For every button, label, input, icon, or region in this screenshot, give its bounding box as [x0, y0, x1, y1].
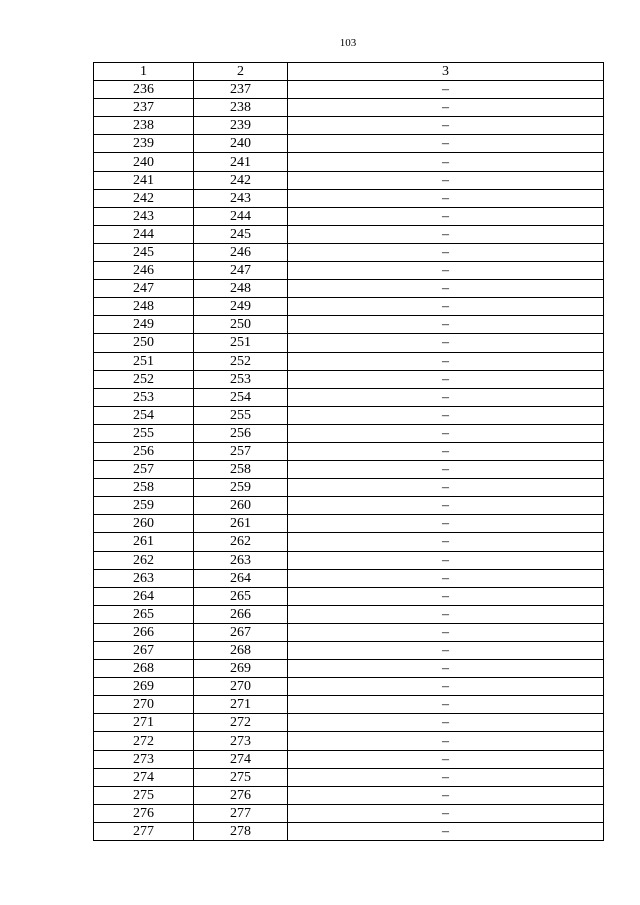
table-cell: 255 — [194, 406, 288, 424]
table-cell: 250 — [194, 316, 288, 334]
table-row — [94, 243, 604, 261]
table-cell: – — [288, 714, 604, 732]
table-cell: 267 — [194, 623, 288, 641]
table-cell: 243 — [94, 207, 194, 225]
table-row — [94, 280, 604, 298]
table-cell: 273 — [94, 750, 194, 768]
table-cell: 269 — [94, 678, 194, 696]
table-cell: – — [288, 479, 604, 497]
table-cell: 263 — [94, 569, 194, 587]
table-row — [94, 750, 604, 768]
table-row — [94, 370, 604, 388]
table-row — [94, 225, 604, 243]
table-cell: 238 — [94, 117, 194, 135]
table-cell: – — [288, 768, 604, 786]
column-header: 1 — [94, 63, 194, 81]
table-row — [94, 605, 604, 623]
table-cell: – — [288, 804, 604, 822]
table-row — [94, 99, 604, 117]
table-row — [94, 207, 604, 225]
table-row — [94, 587, 604, 605]
table-row — [94, 461, 604, 479]
table-cell: 263 — [194, 551, 288, 569]
table-row — [94, 424, 604, 442]
table-row — [94, 497, 604, 515]
table-cell: – — [288, 533, 604, 551]
table-cell: 244 — [194, 207, 288, 225]
table-row — [94, 298, 604, 316]
table-row — [94, 786, 604, 804]
table-cell: 240 — [94, 153, 194, 171]
table-cell: – — [288, 587, 604, 605]
table-cell: – — [288, 99, 604, 117]
table-cell: 274 — [94, 768, 194, 786]
table-cell: 240 — [194, 135, 288, 153]
table-cell: 260 — [94, 515, 194, 533]
table-cell: – — [288, 406, 604, 424]
table-cell: 259 — [194, 479, 288, 497]
table-cell: 252 — [194, 352, 288, 370]
page-number: 103 — [339, 37, 357, 49]
table-cell: – — [288, 822, 604, 840]
table-cell: 269 — [194, 660, 288, 678]
table-cell: – — [288, 442, 604, 460]
table-row — [94, 714, 604, 732]
table-cell: 253 — [194, 370, 288, 388]
table-cell: – — [288, 732, 604, 750]
table-cell: 272 — [94, 732, 194, 750]
table-row — [94, 334, 604, 352]
table-cell: 277 — [194, 804, 288, 822]
table-cell: 246 — [194, 243, 288, 261]
table-row — [94, 189, 604, 207]
table-cell: 250 — [94, 334, 194, 352]
table-cell: – — [288, 207, 604, 225]
table-cell: – — [288, 569, 604, 587]
table-cell: 268 — [94, 660, 194, 678]
table-cell: 268 — [194, 642, 288, 660]
table-cell: 277 — [94, 822, 194, 840]
table-cell: 258 — [94, 479, 194, 497]
table-cell: 258 — [194, 461, 288, 479]
table-cell: – — [288, 81, 604, 99]
table-cell: 245 — [194, 225, 288, 243]
table-cell: – — [288, 352, 604, 370]
table-cell: 273 — [194, 732, 288, 750]
table-cell: 270 — [194, 678, 288, 696]
table-cell: 265 — [194, 587, 288, 605]
table-cell: – — [288, 153, 604, 171]
table-cell: – — [288, 388, 604, 406]
table-row — [94, 316, 604, 334]
table-cell: – — [288, 461, 604, 479]
table-cell: 245 — [94, 243, 194, 261]
table-cell: 267 — [94, 642, 194, 660]
table-row — [94, 352, 604, 370]
table-header-row — [94, 63, 604, 81]
table-cell: – — [288, 334, 604, 352]
table-cell: 241 — [94, 171, 194, 189]
table-cell: 261 — [194, 515, 288, 533]
table-row — [94, 569, 604, 587]
table-cell: 262 — [94, 551, 194, 569]
table-cell: 247 — [94, 280, 194, 298]
table-cell: 254 — [94, 406, 194, 424]
table-cell: – — [288, 370, 604, 388]
table-cell: 272 — [194, 714, 288, 732]
table-cell: – — [288, 316, 604, 334]
table-cell: 256 — [94, 442, 194, 460]
table-row — [94, 642, 604, 660]
table-cell: – — [288, 424, 604, 442]
table-cell: 252 — [94, 370, 194, 388]
table-row — [94, 153, 604, 171]
table-cell: – — [288, 605, 604, 623]
table-row — [94, 533, 604, 551]
table-cell: 248 — [194, 280, 288, 298]
column-header: 3 — [288, 63, 604, 81]
table-row — [94, 660, 604, 678]
table-cell: 257 — [94, 461, 194, 479]
table-cell: – — [288, 262, 604, 280]
table-cell: 257 — [194, 442, 288, 460]
table-cell: 248 — [94, 298, 194, 316]
table-cell: 238 — [194, 99, 288, 117]
table-cell: 244 — [94, 225, 194, 243]
table-cell: – — [288, 225, 604, 243]
table-cell: 247 — [194, 262, 288, 280]
table-row — [94, 623, 604, 641]
table-cell: – — [288, 243, 604, 261]
table-row — [94, 117, 604, 135]
table-cell: 275 — [94, 786, 194, 804]
table-body — [94, 81, 604, 841]
table-cell: 236 — [94, 81, 194, 99]
table-cell: – — [288, 298, 604, 316]
table-row — [94, 388, 604, 406]
table-cell: – — [288, 171, 604, 189]
table-cell: 275 — [194, 768, 288, 786]
table-cell: 237 — [94, 99, 194, 117]
table-cell: 278 — [194, 822, 288, 840]
table-row — [94, 768, 604, 786]
table-cell: – — [288, 696, 604, 714]
table-cell: 254 — [194, 388, 288, 406]
table-cell: 259 — [94, 497, 194, 515]
table-row — [94, 515, 604, 533]
table-cell: 239 — [194, 117, 288, 135]
table-cell: – — [288, 660, 604, 678]
table-cell: 264 — [94, 587, 194, 605]
table-cell: – — [288, 189, 604, 207]
table-cell: 265 — [94, 605, 194, 623]
table-cell: – — [288, 623, 604, 641]
table-cell: 276 — [194, 786, 288, 804]
table-cell: 242 — [194, 171, 288, 189]
table-cell: 255 — [94, 424, 194, 442]
table-cell: – — [288, 515, 604, 533]
data-table — [93, 62, 604, 841]
table-cell: – — [288, 642, 604, 660]
table-cell: 243 — [194, 189, 288, 207]
table-cell: 270 — [94, 696, 194, 714]
table-row — [94, 696, 604, 714]
table-cell: 262 — [194, 533, 288, 551]
table-row — [94, 135, 604, 153]
table-cell: 261 — [94, 533, 194, 551]
table-cell: 249 — [194, 298, 288, 316]
table-cell: 260 — [194, 497, 288, 515]
table-cell: – — [288, 117, 604, 135]
table-cell: – — [288, 786, 604, 804]
table-cell: – — [288, 678, 604, 696]
table-cell: 253 — [94, 388, 194, 406]
table-cell: 271 — [94, 714, 194, 732]
table-row — [94, 551, 604, 569]
table-row — [94, 479, 604, 497]
table-row — [94, 81, 604, 99]
table-row — [94, 822, 604, 840]
table-cell: 246 — [94, 262, 194, 280]
table-row — [94, 442, 604, 460]
table-cell: 264 — [194, 569, 288, 587]
table-row — [94, 406, 604, 424]
table-cell: 242 — [94, 189, 194, 207]
table-cell: 249 — [94, 316, 194, 334]
table-cell: 274 — [194, 750, 288, 768]
table-cell: – — [288, 280, 604, 298]
table-cell: 237 — [194, 81, 288, 99]
table-cell: 251 — [94, 352, 194, 370]
table-cell: – — [288, 497, 604, 515]
table-cell: – — [288, 135, 604, 153]
column-header: 2 — [194, 63, 288, 81]
table-row — [94, 678, 604, 696]
table-cell: 239 — [94, 135, 194, 153]
table-row — [94, 732, 604, 750]
table-cell: 256 — [194, 424, 288, 442]
table-cell: – — [288, 750, 604, 768]
table-row — [94, 804, 604, 822]
table-row — [94, 262, 604, 280]
table-cell: 266 — [94, 623, 194, 641]
table-cell: – — [288, 551, 604, 569]
table-cell: 271 — [194, 696, 288, 714]
table-cell: 276 — [94, 804, 194, 822]
table-cell: 251 — [194, 334, 288, 352]
table-cell: 266 — [194, 605, 288, 623]
table-row — [94, 171, 604, 189]
table-cell: 241 — [194, 153, 288, 171]
